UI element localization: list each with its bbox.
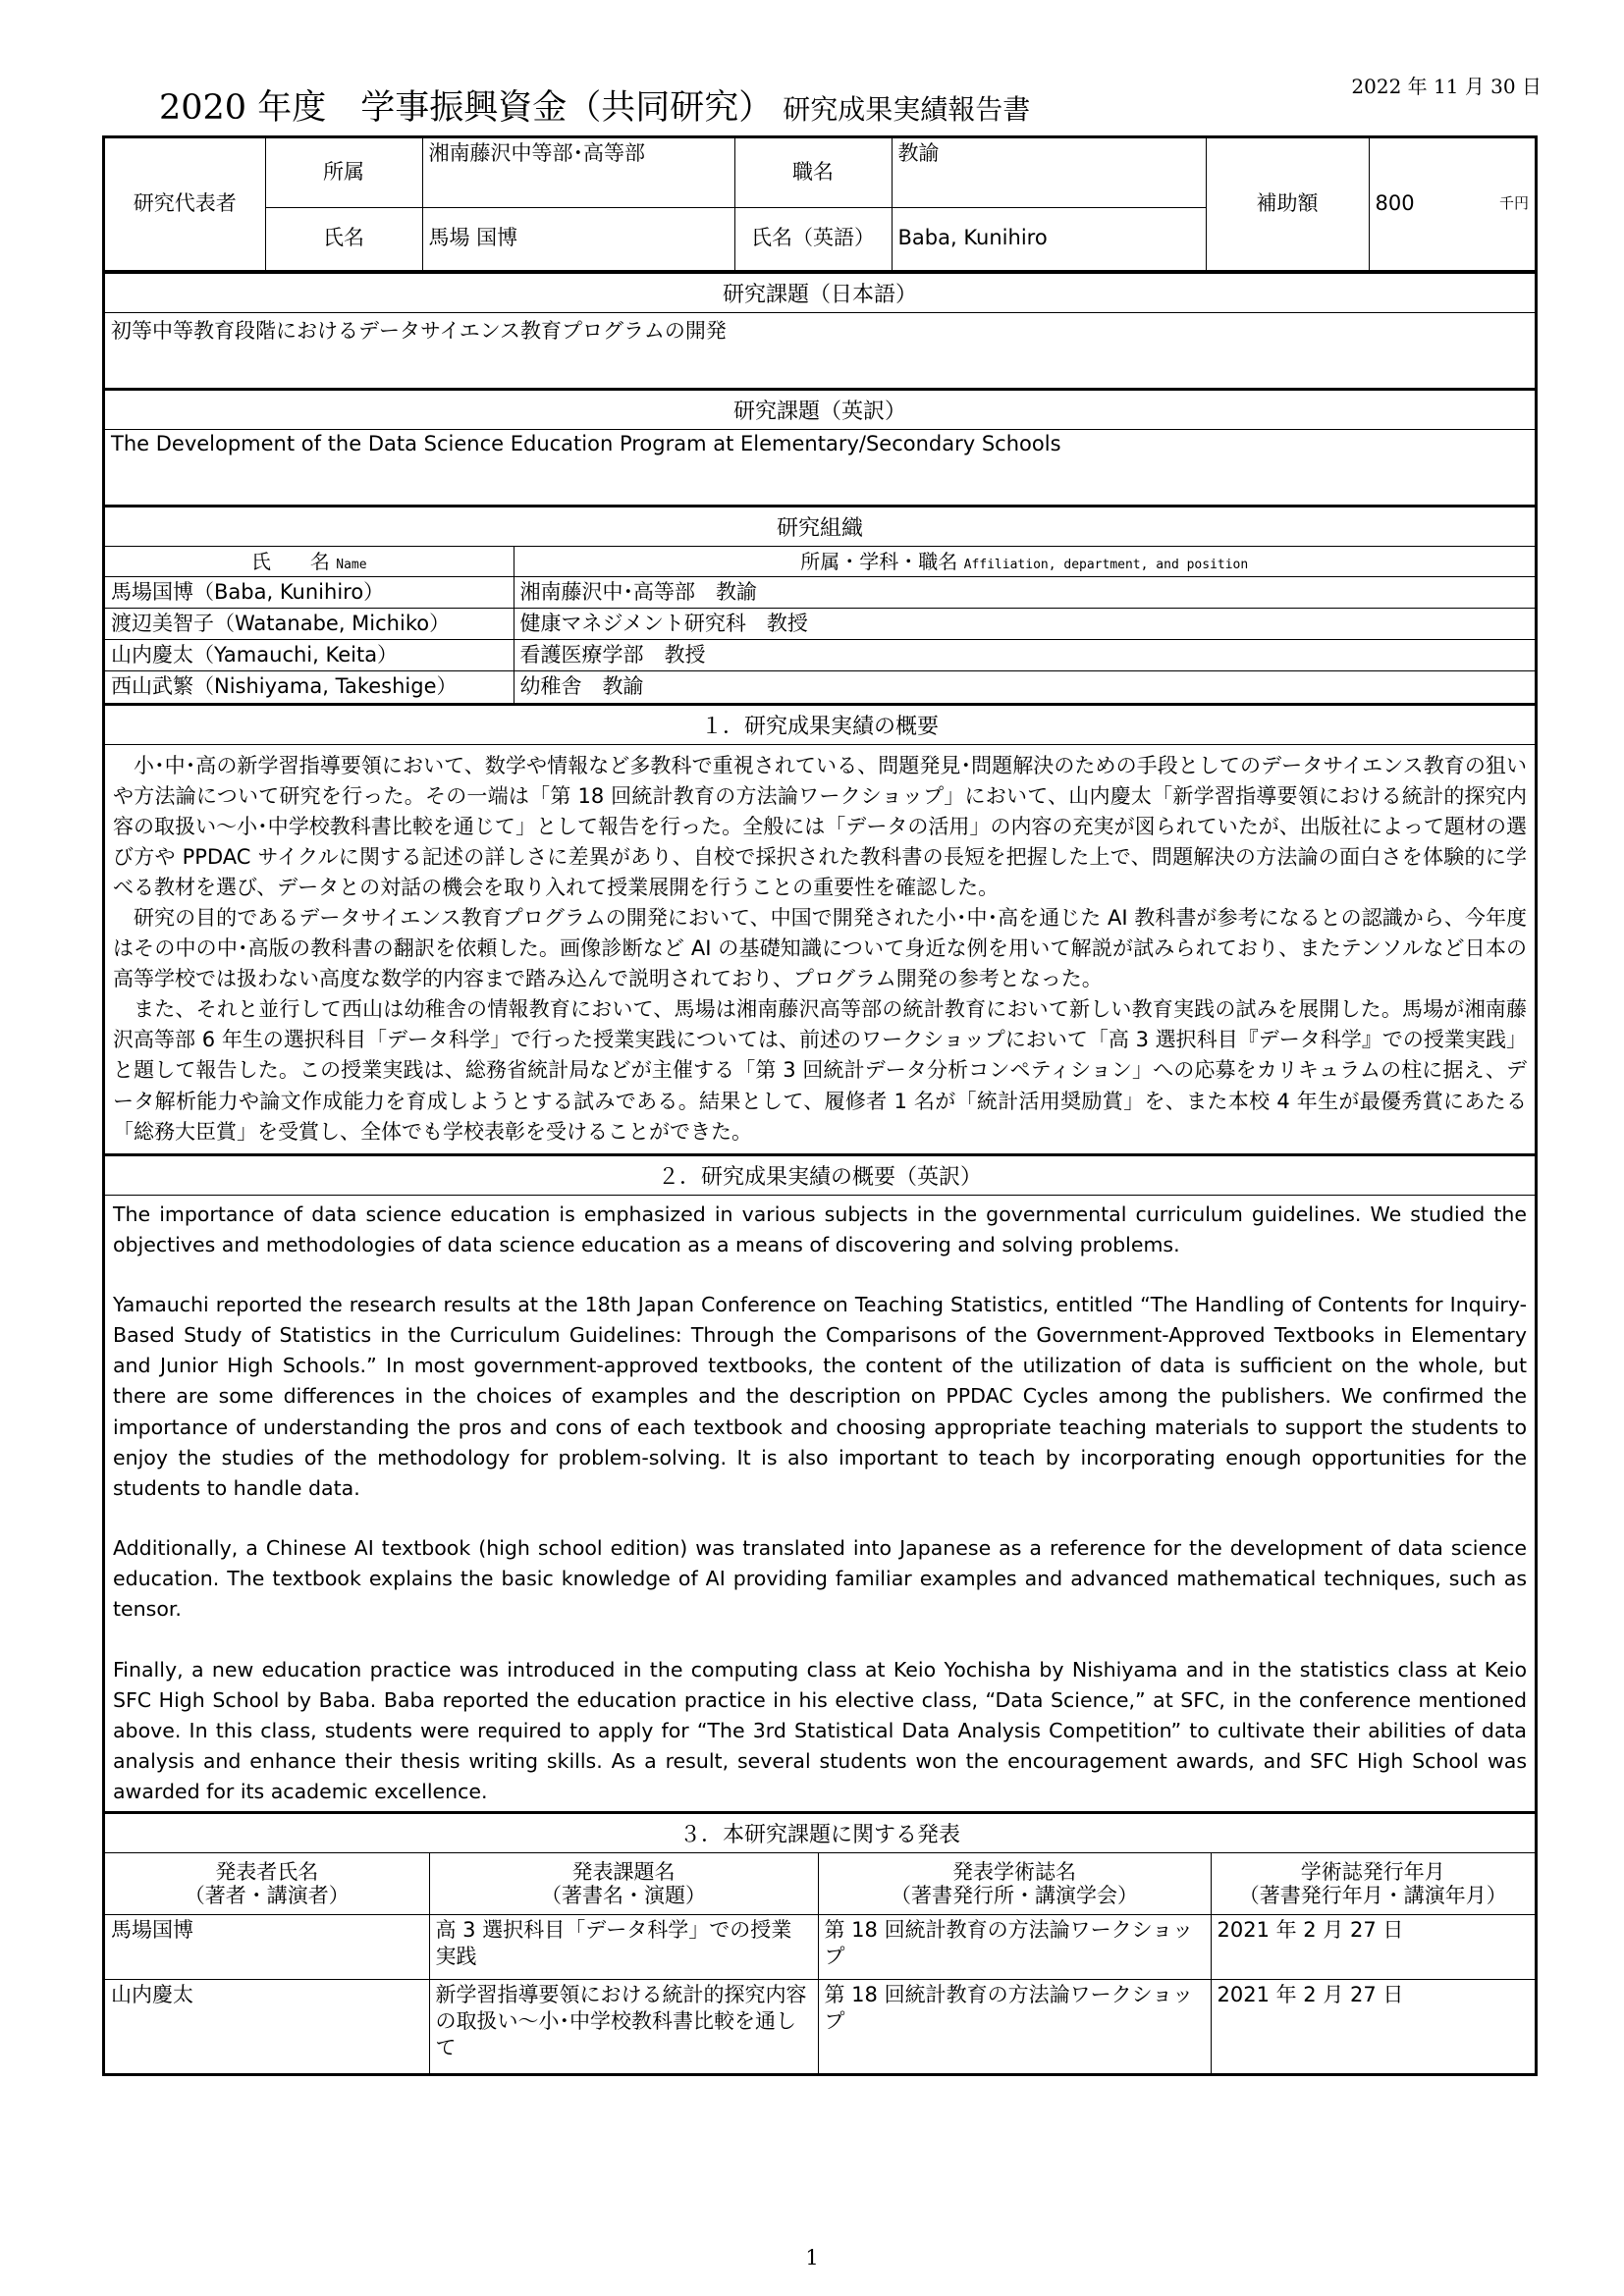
pubs-heading: ３．本研究課題に関する発表	[105, 1811, 1535, 1853]
pubs-col-title-sub: （著書名・演題）	[541, 1884, 706, 1908]
org-member-name: 山内慶太（Yamauchi, Keita）	[105, 640, 514, 671]
pub-venue: 第 18 回統計教育の方法論ワークショップ	[818, 1979, 1211, 2073]
pubs-col-venue	[818, 1853, 1211, 1914]
position-value: 教諭	[892, 138, 1206, 207]
pub-date: 2021 年 2 月 27 日	[1211, 1979, 1535, 2073]
pubs-col-venue-label: 発表学術誌名	[952, 1859, 1076, 1884]
position-label: 職名	[734, 138, 892, 207]
summary-en-body	[105, 1196, 1535, 1812]
org-row	[105, 671, 1535, 703]
affil-value: 湘南藤沢中等部･高等部	[422, 138, 734, 207]
pubs-row	[105, 1979, 1535, 2073]
pubs-col-date-label: 学術誌発行年月	[1300, 1859, 1445, 1884]
org-member-affil: 湘南藤沢中･高等部 教諭	[514, 576, 1535, 608]
org-row	[105, 608, 1535, 639]
pubs-col-author	[105, 1853, 429, 1914]
grant-cell	[1369, 138, 1535, 270]
summary-en-paragraph: Finally, a new education practice was introduced in the computing class at Keio Yochisha by Nishiyama and in the statistics class at Keio SFC High School by Baba. Baba reported the education practice in his elective class, “Data Science,” at SFC, in the conference mentioned above. In this class, students were required to apply for “The 3rd Statistical Data Analysis Competition” to cultivate their abilities of data analysis and enhance their thesis writing skills. As a result, several students won the encouragement awards, and SFC High School was awarded for its academic excellence.	[113, 1657, 1527, 1804]
org-member-affil: 健康マネジメント研究科 教授	[514, 608, 1535, 639]
summary-en-paragraph: Yamauchi reported the research results at the 18th Japan Conference on Teaching Statistics, entitled “The Handling of Contents for Inquiry-Based Study of Statistics in the Curriculum Guidelines: Through the Comparisons of the Government-Approved Textbooks in Elementary and Junior High Schools.” In most government-approved textbooks, the content of the utilization of data is sufficient on the whole, but there are some differences in the choices of examples and the description on PPDAC Cycles among the publishers. We confirmed the importance of understanding the pros and cons of each textbook and choosing appropriate teaching materials to support the students to enjoy the studies of the methodology for problem-solving. It is also important to teach by incorporating enough opportunities for the students to handle data.	[113, 1293, 1527, 1500]
summary-en-heading: ２．研究成果実績の概要（英訳）	[105, 1153, 1535, 1196]
name-en-value: Baba, Kunihiro	[892, 207, 1206, 270]
org-row	[105, 640, 1535, 671]
org-member-affil: 看護医療学部 教授	[514, 640, 1535, 671]
summary-en-paragraph: The importance of data science education is emphasized in various subjects in the governmental curriculum guidelines. We studied the objectives and methodologies of data science education as a means of discovering and solving problems.	[113, 1201, 1527, 1256]
org-heading: 研究組織	[105, 505, 1535, 547]
summary-ja-paragraph: 研究の目的であるデータサイエンス教育プログラムの開発において、中国で開発された小･中･高を通じた AI 教科書が参考になるとの認識から、今年度はその中の中･高版の教科書の翻訳を依頼した。画像診断など AI の基礎知識について身近な例を用いて解説が試みられており、またテンソルなど日本の高等学校では扱わない高度な数学的内容まで踏み込んで説明されており、プログラム開発の参考となった。	[113, 906, 1527, 991]
pubs-col-date	[1211, 1853, 1535, 1914]
topic-ja-heading: 研究課題（日本語）	[105, 271, 1535, 313]
name-en-label: 氏名（英語）	[734, 207, 892, 270]
org-member-name: 馬場国博（Baba, Kunihiro）	[105, 576, 514, 608]
pub-date: 2021 年 2 月 27 日	[1211, 1914, 1535, 1979]
org-member-name: 西山武繁（Nishiyama, Takeshige）	[105, 671, 514, 703]
rep-label: 研究代表者	[105, 138, 265, 270]
org-col-name-ja: 氏 名	[250, 549, 330, 573]
grant-unit: 千円	[1498, 194, 1529, 213]
affil-label: 所属	[265, 138, 422, 207]
summary-ja-heading: １．研究成果実績の概要	[105, 703, 1535, 745]
pubs-col-author-sub: （著者・講演者）	[184, 1884, 350, 1908]
pubs-col-title	[429, 1853, 818, 1914]
name-label: 氏名	[265, 207, 422, 270]
summary-ja-body	[105, 745, 1535, 1153]
grant-label: 補助額	[1206, 138, 1369, 270]
org-col-name-en: Name	[336, 557, 367, 572]
summary-ja-paragraph: また、それと並行して西山は幼稚舎の情報教育において、馬場は湘南藤沢高等部の統計教育において新しい教育実践の試みを展開した。馬場が湘南藤沢高等部 6 年生の選択科目「データ科学」で行った授業実践については、前述のワークショップにおいて「高 3 選択科目『データ科学』での授業実践」と題して報告した。この授業実践は、総務省統計局などが主催する「第 3 回統計データ分析コンペティション」への応募をカリキュラムの柱に据え、データ解析能力や論文作成能力を育成しようとする試みである。結果として、履修者 1 名が「統計活用奨励賞」を、また本校 4 年生が最優秀賞にあたる「総務大臣賞」を受賞し、全体でも学校表彰を受けることができた。	[113, 997, 1527, 1144]
page-title	[159, 80, 1030, 130]
org-col-affil-en: Affiliation, department, and position	[963, 557, 1249, 572]
page-number: 1	[805, 2246, 819, 2269]
report-form	[102, 135, 1538, 2076]
summary-en-paragraph: Additionally, a Chinese AI textbook (high school edition) was translated into Japanese as a reference for the development of data science education. The textbook explains the basic knowledge of AI providing familiar examples and advanced mathematical techniques, such as tensor.	[113, 1536, 1527, 1622]
pub-author: 山内慶太	[105, 1979, 429, 2073]
org-row	[105, 576, 1535, 608]
report-date: 2022 年 11 月 30 日	[1351, 75, 1542, 98]
grant-value: 800	[1375, 191, 1415, 216]
pubs-col-author-label: 発表者氏名	[215, 1859, 319, 1884]
pubs-col-date-sub: （著書発行年月・講演年月）	[1238, 1884, 1507, 1908]
org-member-affil: 幼稚舎 教諭	[514, 671, 1535, 703]
pub-venue: 第 18 回統計教育の方法論ワークショップ	[818, 1914, 1211, 1979]
title-sub: 研究成果実績報告書	[783, 93, 1031, 126]
topic-en: The Development of the Data Science Education Program at Elementary/Secondary Schools	[111, 431, 1061, 455]
title-main: 2020 年度 学事振興資金（共同研究）	[159, 88, 774, 128]
summary-ja-paragraph: 小･中･高の新学習指導要領において、数学や情報など多教科で重視されている、問題発見･問題解決のための手段としてのデータサイエンス教育の狙いや方法論について研究を行った。その一端は「第 18 回統計教育の方法論ワークショップ」において、山内慶太「新学習指導要領における統計的探究内容の取扱い～小･中学校教科書比較を通じて」として報告を行った。全般には「データの活用」の内容の充実が図られていたが、出版社によって題材の選び方や PPDAC サイクルに関する記述の詳しさに差異があり、自校で採択された教科書の長短を把握した上で、問題解決の方法論の面白さを体験的に学べる教材を選び、データとの対話の機会を取り入れて授業展開を行うことの重要性を確認した。	[113, 753, 1527, 899]
topic-ja: 初等中等教育段階におけるデータサイエンス教育プログラムの開発	[111, 318, 727, 343]
topic-en-heading: 研究課題（英訳）	[105, 388, 1535, 430]
org-member-name: 渡辺美智子（Watanabe, Michiko）	[105, 608, 514, 639]
pubs-table	[105, 1853, 1535, 2073]
org-col-name	[105, 547, 514, 577]
pub-title: 高 3 選択科目「データ科学」での授業実践	[429, 1914, 818, 1979]
name-value: 馬場 国博	[422, 207, 734, 270]
org-table	[105, 547, 1535, 703]
org-col-affil-ja: 所属・学科・職名	[800, 549, 958, 573]
pub-author: 馬場国博	[105, 1914, 429, 1979]
pub-title: 新学習指導要領における統計的探究内容の取扱い～小･中学校教科書比較を通して	[429, 1979, 818, 2073]
org-col-affil	[514, 547, 1535, 577]
header-table	[105, 138, 1535, 271]
pubs-col-venue-sub: （著書発行所・講演学会）	[891, 1884, 1138, 1908]
pubs-row	[105, 1914, 1535, 1979]
pubs-col-title-label: 発表課題名	[571, 1859, 676, 1884]
